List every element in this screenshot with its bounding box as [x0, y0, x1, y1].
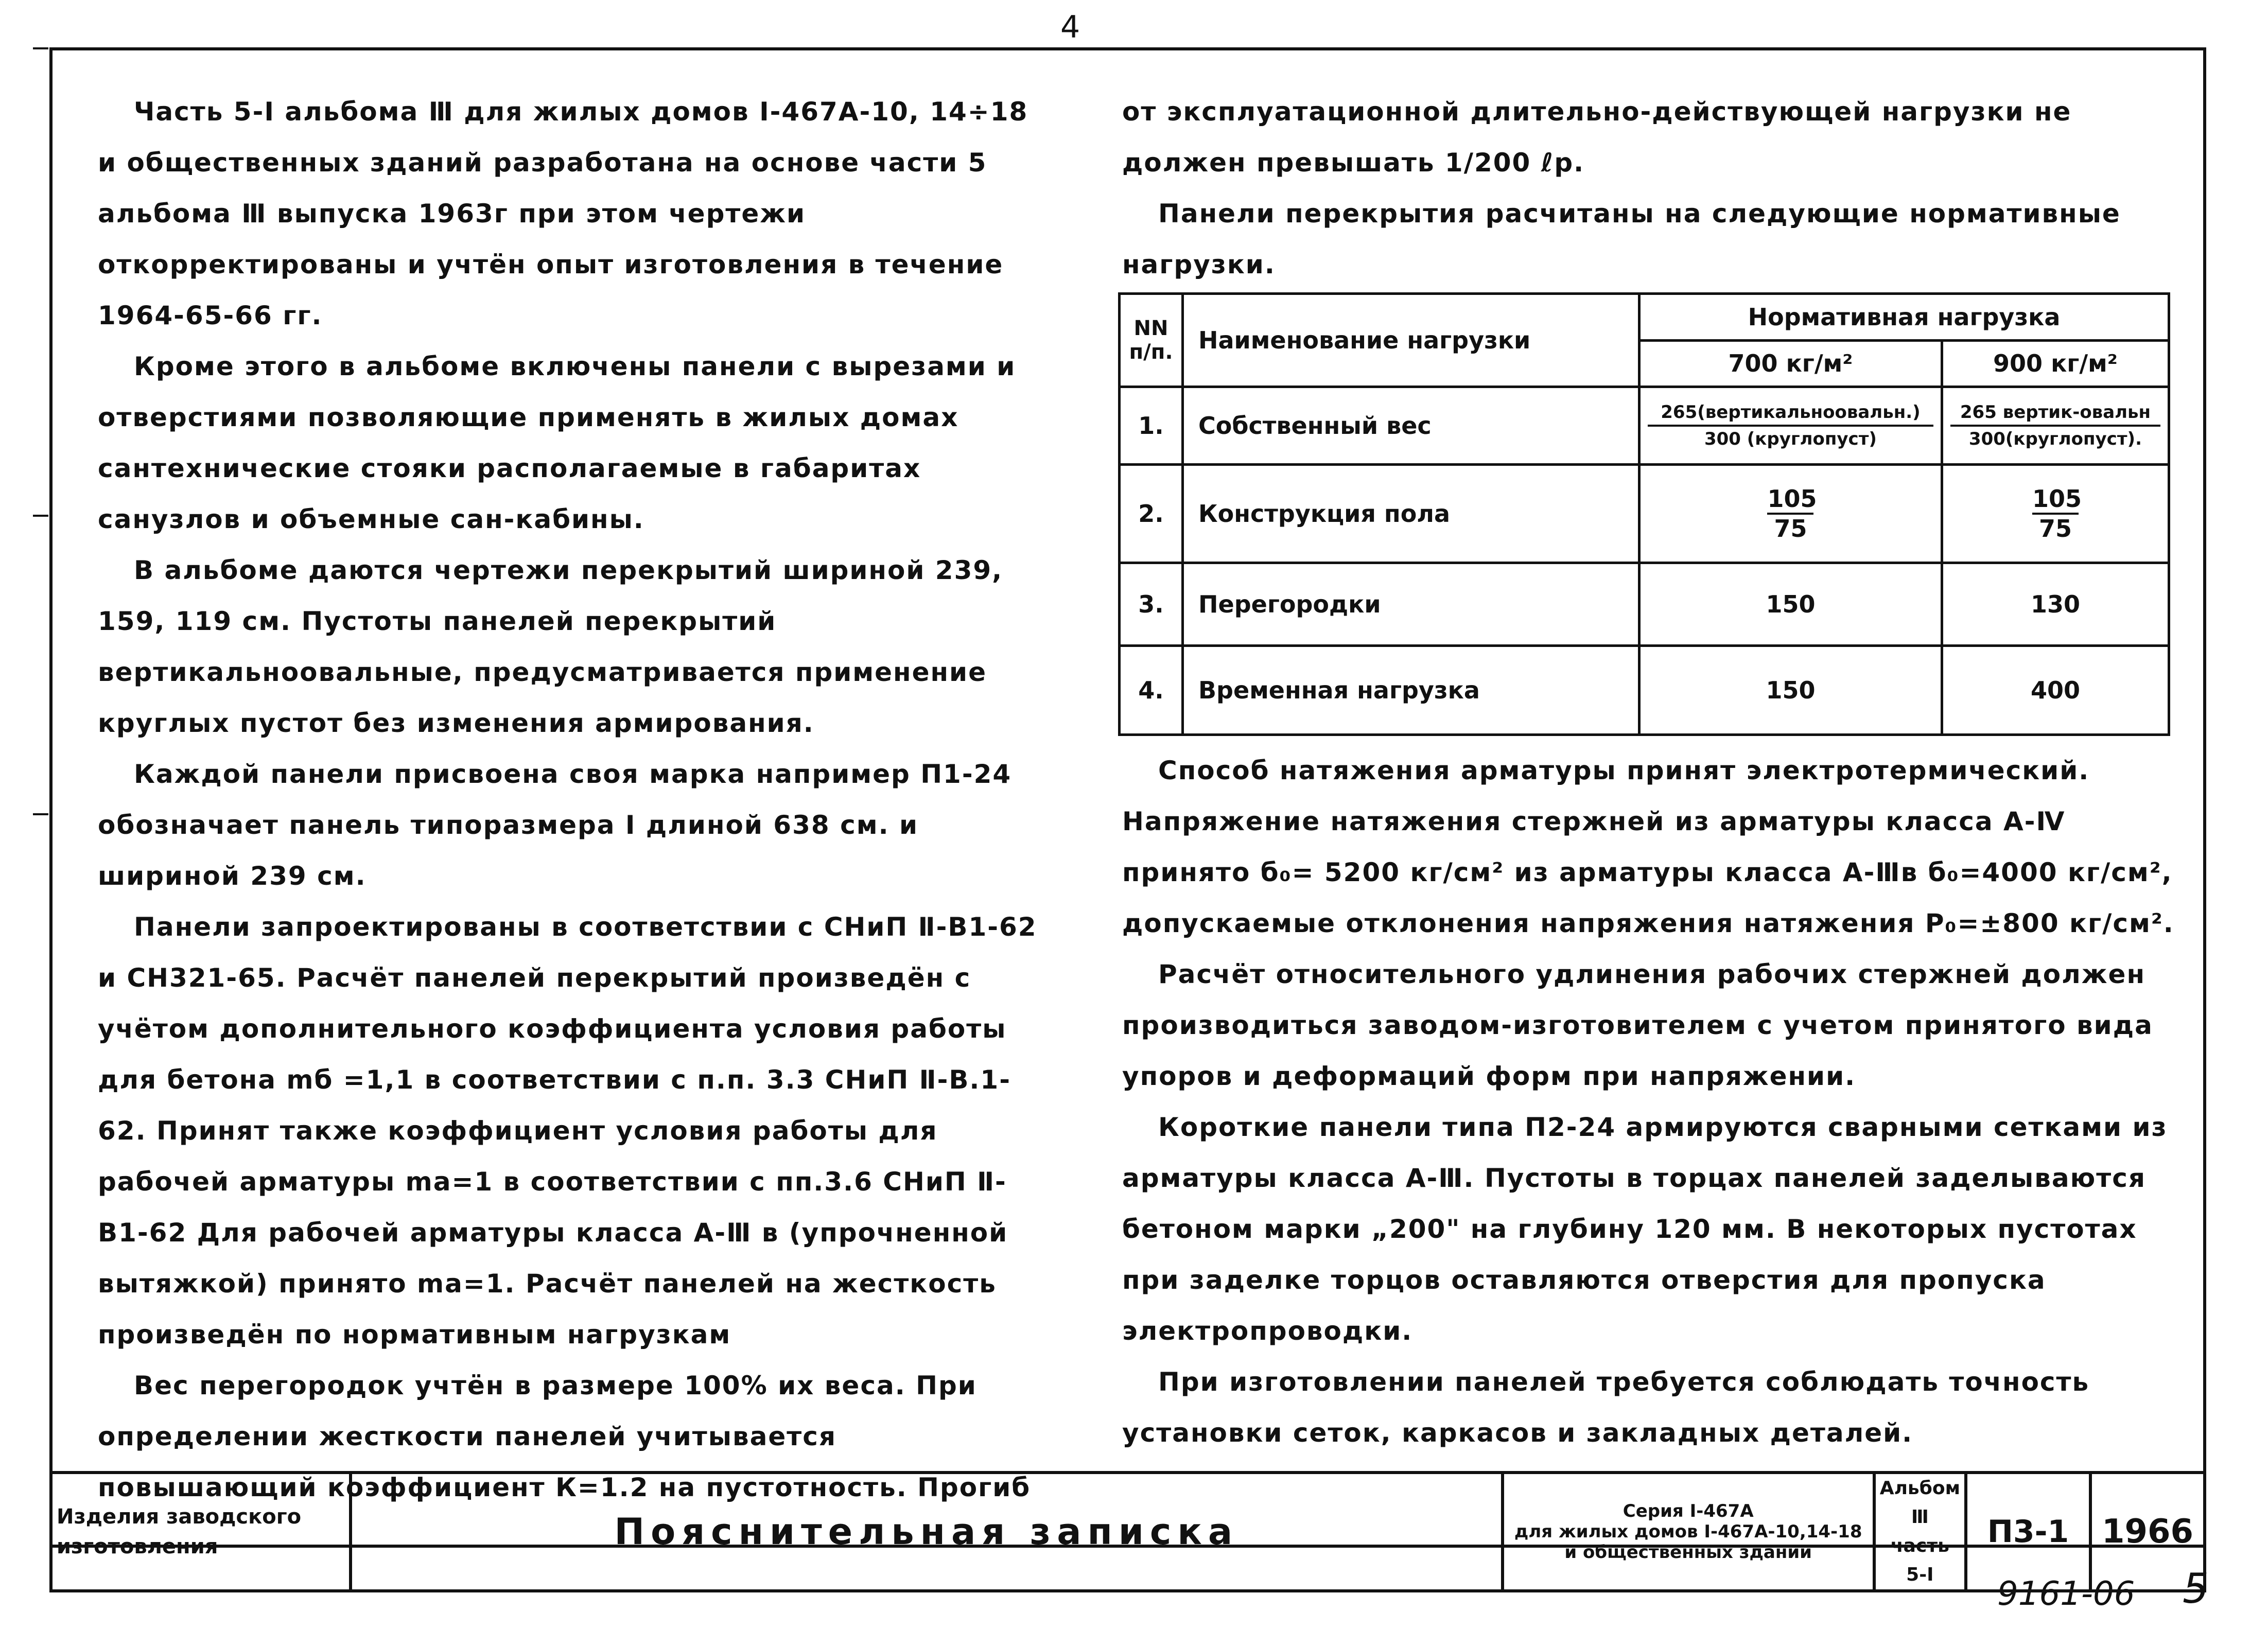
paragraph: В альбоме даются чертежи перекрытий шириной 239, 159, 119 см. Пустоты панелей перекрытий вертикальноовальные, предусматривается применение круглых пустот без изменения армирования. [98, 555, 1003, 738]
value-top: 265 вертик-овальн [1950, 400, 2160, 427]
row-num: 3. [1120, 563, 1183, 646]
right-text-column-bottom [1122, 745, 2183, 1459]
series-line: и общественных зданий [1564, 1542, 1812, 1563]
paragraph: Часть 5-I альбома Ⅲ для жилых домов I-467А-10, 14÷18 и общественных зданий разработана на основе части 5 альбома Ⅲ выпуска 1963г при этом чертежи откорректированы и учтён опыт изготовления в течение 1964-65-66 гг. [98, 97, 1028, 330]
album-line: Альбом Ⅲ [1879, 1478, 1960, 1528]
value-top: 105 [1767, 485, 1813, 515]
row-value-700 [1639, 464, 1942, 563]
paragraph: Кроме этого в альбоме включены панели с вырезами и отверстиями позволяющие применять в жилых домах сантехнические стояки располагаемые в габаритах санузлов и объемные сан-кабины. [98, 352, 1016, 534]
paragraph: Расчёт относительного удлинения рабочих стержней должен производиться заводом-изготовителем с учетом принятого вида упоров и деформаций форм при напряжении. [1122, 959, 2153, 1091]
margin-tick [33, 813, 48, 815]
row-num: 2. [1120, 464, 1183, 563]
table-header-700: 700 кг/м² [1639, 340, 1942, 387]
right-text-column-top [1122, 86, 2183, 290]
table-row [1120, 464, 2169, 563]
table-header-name: Наименование нагрузки [1183, 294, 1639, 387]
title-block-title: Пояснительная записка [351, 1473, 1503, 1591]
row-value-700: 150 [1639, 563, 1942, 646]
row-name: Временная нагрузка [1183, 645, 1639, 734]
paragraph: Панели перекрытия расчитаны на следующие нормативные нагрузки. [1122, 199, 2121, 279]
sheet-number: 5 [2183, 1565, 2209, 1613]
paragraph: Короткие панели типа П2-24 армируются сварными сетками из арматуры класса А-Ⅲ. Пустоты в торцах панелей заделываются бетоном марки „200" на глубину 120 мм. В некоторых пустотах при заделке торцов оставляются отверстия для пропуска электропроводки. [1122, 1112, 2168, 1346]
left-text-column [98, 86, 1050, 1513]
table-row [1120, 563, 2169, 646]
row-value-700 [1639, 387, 1942, 465]
title-block-album [1874, 1473, 1966, 1591]
value-top: 265(вертикальноовальн.) [1648, 400, 1933, 427]
sheet-id: 9161-06 [1997, 1575, 2135, 1613]
row-name: Конструкция пола [1183, 464, 1639, 563]
row-name: Перегородки [1183, 563, 1639, 646]
value-top: 105 [2032, 485, 2079, 515]
margin-tick [33, 47, 48, 49]
paragraph: Панели запроектированы в соответствии с СНиП Ⅱ-В1-62 и СН321-65. Расчёт панелей перекрытий произведён с учётом дополнительного коэффициента условия работы для бетона mб =1,1 в соответствии с п.п. 3.3 СНиП Ⅱ-В.1-62. Принят также коэффициент условия работы для рабочей арматуры mа=1 в соответствии с пп.3.6 СНиП Ⅱ-В1-62 Для рабочей арматуры класса А-Ⅲ в (упрочненной вытяжкой) принято mа=1. Расчёт панелей на жесткость произведён по нормативным нагрузкам [98, 912, 1037, 1350]
album-line: часть 5-I [1890, 1535, 1949, 1585]
paragraph: Каждой панели присвоена своя марка например П1-24 обозначает панель типоразмера I длиной 638 см. и шириной 239 см. [98, 759, 1012, 891]
series-line: для жилых домов I-467А-10,14-18 [1514, 1521, 1862, 1542]
paragraph: Способ натяжения арматуры принят электротермический. Напряжение натяжения стержней из арматуры класса А-Ⅳ принято б₀= 5200 кг/см² из арматуры класса А-Ⅲв б₀=4000 кг/см², допускаемые отклонения напряжения натяжения P₀=±800 кг/см². [1122, 756, 2174, 938]
value-bottom: 75 [1774, 514, 1807, 542]
row-value-900 [1942, 464, 2169, 563]
title-block-series [1503, 1473, 1874, 1591]
row-value-900 [1942, 387, 2169, 465]
title-block [49, 1471, 2206, 1592]
row-num: 4. [1120, 645, 1183, 734]
page-number: 4 [1060, 9, 1080, 45]
value-bottom: 300(круглопуст). [1968, 428, 2142, 449]
title-block-code: П3-1 [1966, 1473, 2090, 1591]
value-bottom: 75 [2038, 514, 2072, 542]
row-name: Собственный вес [1183, 387, 1639, 465]
normative-loads-table [1118, 292, 2170, 736]
row-value-700: 150 [1639, 645, 1942, 734]
table-row [1120, 645, 2169, 734]
title-block-year: 1966 [2090, 1473, 2205, 1591]
org-line: изготовления [57, 1535, 218, 1558]
table-header-num: NN п/п. [1120, 294, 1183, 387]
series-line: Серия I-467А [1623, 1501, 1754, 1521]
margin-tick [33, 515, 48, 517]
org-line: Изделия заводского [57, 1505, 302, 1529]
paragraph: от эксплуатационной длительно-действующей нагрузки не должен превышать 1/200 ℓр. [1122, 97, 2072, 178]
table-row [1120, 387, 2169, 465]
title-block-organization [51, 1473, 351, 1591]
row-num: 1. [1120, 387, 1183, 465]
row-value-900: 130 [1942, 563, 2169, 646]
paragraph: При изготовлении панелей требуется соблюдать точность установки сеток, каркасов и закладных деталей. [1122, 1367, 2090, 1448]
table-header-900: 900 кг/м² [1942, 340, 2169, 387]
row-value-900: 400 [1942, 645, 2169, 734]
table-header-group: Нормативная нагрузка [1639, 294, 2169, 341]
paragraph: Вес перегородок учтён в размере 100% их веса. При определении жесткости панелей учитывается повышающий коэффициент К=1.2 на пустотность. Прогиб [98, 1371, 1031, 1502]
value-bottom: 300 (круглопуст) [1704, 428, 1877, 449]
